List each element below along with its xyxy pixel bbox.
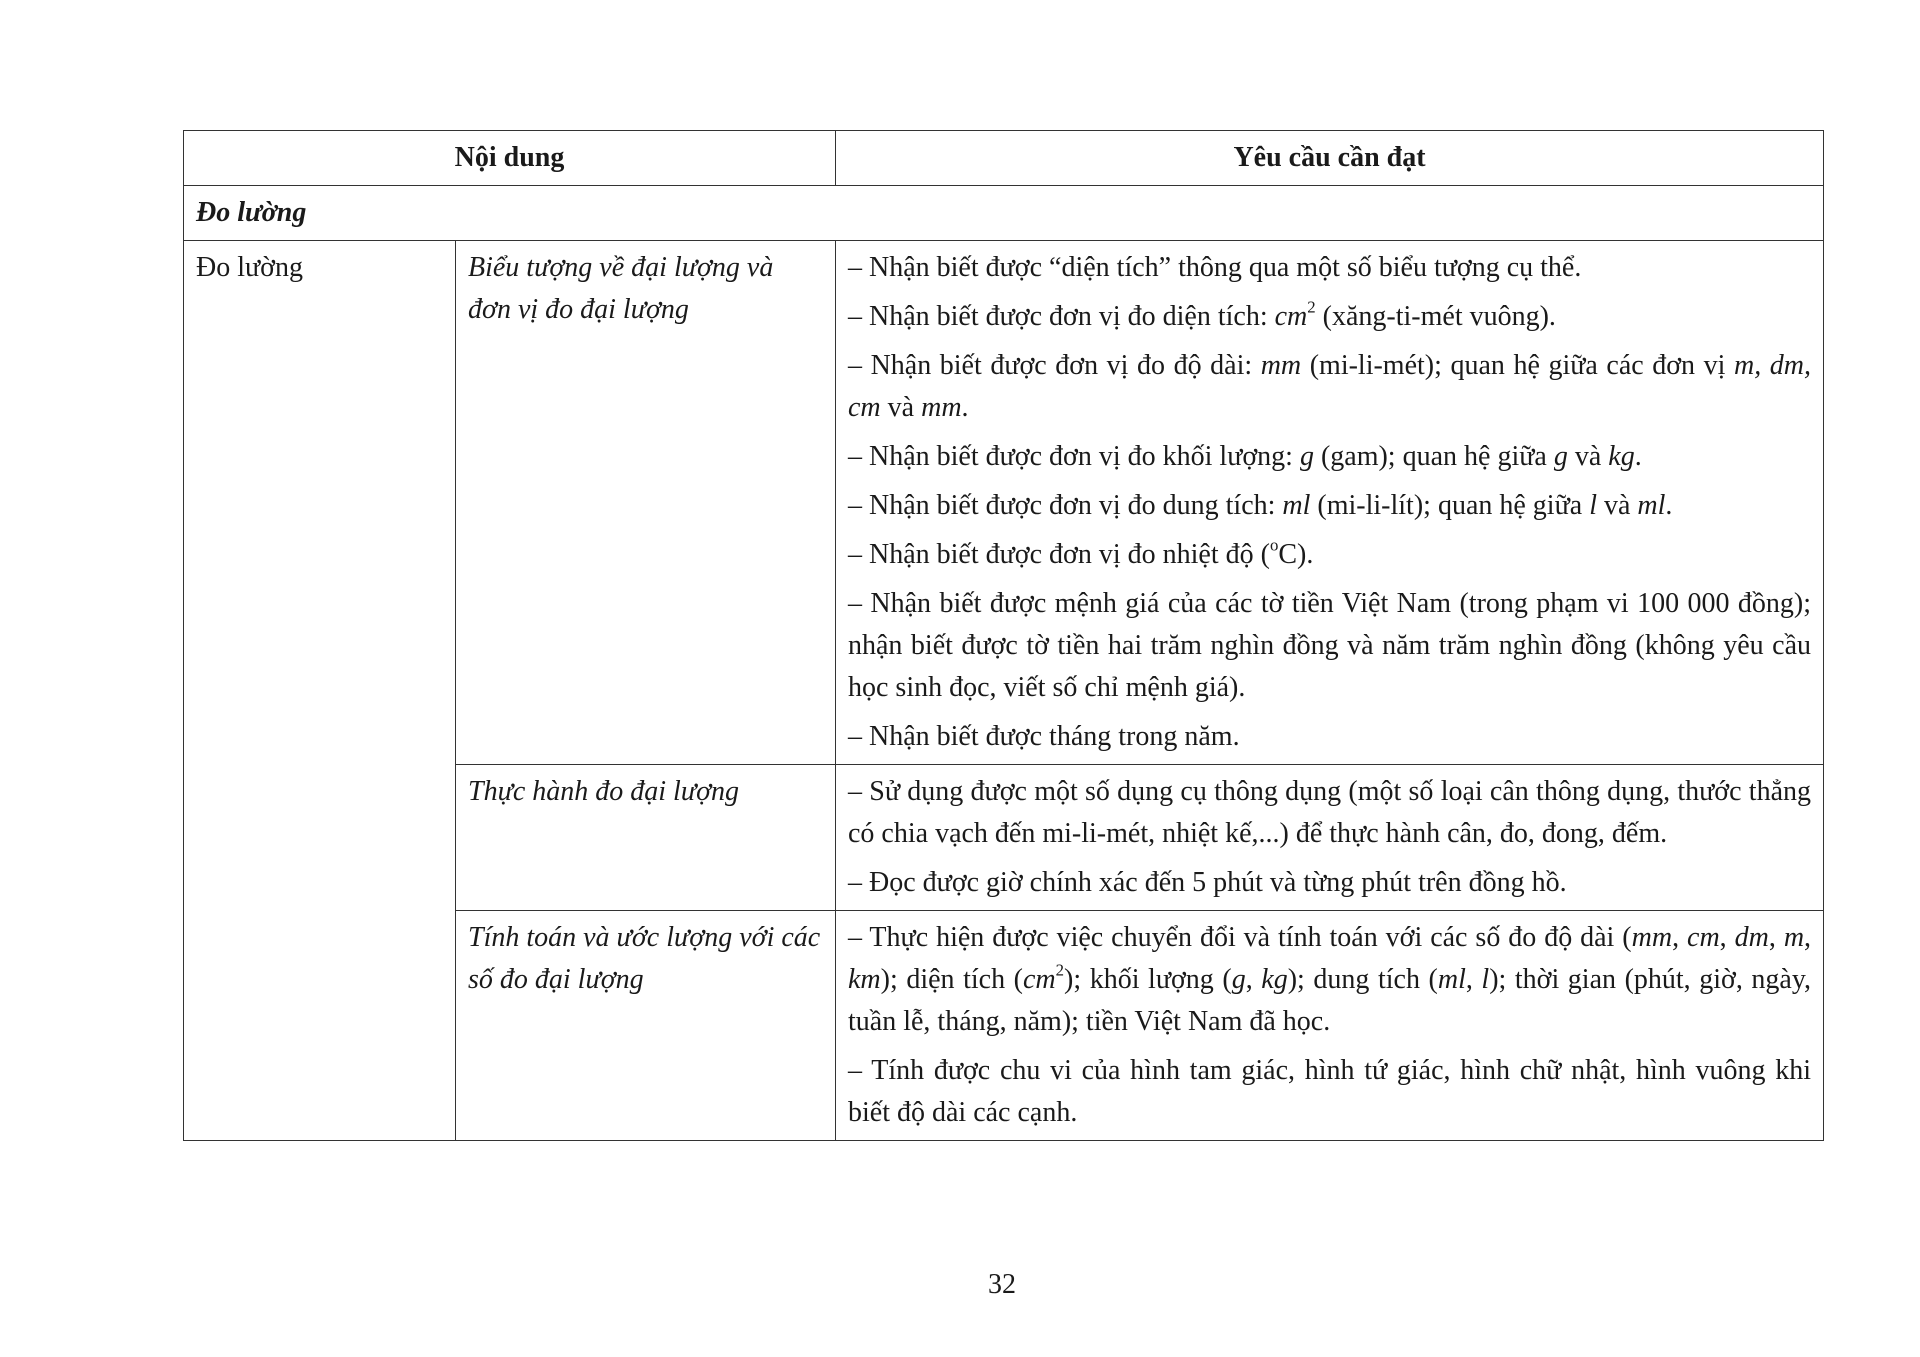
- requirement-item: – Tính được chu vi của hình tam giác, hình tứ giác, hình chữ nhật, hình vuông khi biết độ dài các cạnh.: [848, 1055, 1811, 1128]
- requirement-item: – Nhận biết được tháng trong năm.: [848, 721, 1240, 752]
- section-title: Đo lường: [184, 186, 1824, 241]
- curriculum-table: [183, 130, 1824, 1141]
- table-row: [184, 241, 1824, 765]
- table-header-row: [184, 131, 1824, 186]
- subtopic-cell: Tính toán và ước lượng với các số đo đại lượng: [456, 911, 836, 1141]
- requirement-item: – Nhận biết được đơn vị đo khối lượng: g (gam); quan hệ giữa g và kg.: [848, 441, 1642, 472]
- header-content: Nội dung: [184, 131, 836, 186]
- main-topic: Đo lường: [184, 241, 456, 1141]
- requirement-item: – Nhận biết được “diện tích” thông qua một số biểu tượng cụ thể.: [848, 252, 1582, 283]
- subtopic-cell: Thực hành đo đại lượng: [456, 765, 836, 911]
- requirement-item: – Nhận biết được đơn vị đo nhiệt độ ($^o$C).: [848, 535, 1314, 570]
- requirements-cell: [836, 911, 1824, 1141]
- requirement-item: – Nhận biết được đơn vị đo dung tích: ml (mi-li-lít); quan hệ giữa l và ml.: [848, 490, 1673, 521]
- page-number: 32: [988, 1269, 1016, 1300]
- requirements-cell: [836, 241, 1824, 765]
- requirements-cell: [836, 765, 1824, 911]
- subtopic-cell: Biểu tượng về đại lượng và đơn vị đo đại lượng: [456, 241, 836, 765]
- requirement-item: – Nhận biết được mệnh giá của các tờ tiền Việt Nam (trong phạm vi 100 000 đồng); nhận biết được tờ tiền hai trăm nghìn đồng và năm trăm nghìn đồng (không yêu cầu học sinh đọc, viết số chỉ mệnh giá).: [848, 588, 1811, 703]
- header-requirements: Yêu cầu cần đạt: [836, 131, 1824, 186]
- requirement-item: – Đọc được giờ chính xác đến 5 phút và từng phút trên đồng hồ.: [848, 867, 1567, 898]
- requirement-item: – Nhận biết được đơn vị đo diện tích: $cm^2$ (xăng-ti-mét vuông).: [848, 297, 1556, 332]
- requirement-item: – Thực hiện được việc chuyển đổi và tính toán với các số đo độ dài (mm, cm, dm, m, km); diện tích $(cm^2)$; khối lượng (g, kg); dung tích (ml, l); thời gian (phút, giờ, ngày, tuần lễ, tháng, năm); tiền Việt Nam đã học.: [848, 922, 1812, 1037]
- section-row: [184, 186, 1824, 241]
- requirement-item: – Nhận biết được đơn vị đo độ dài: mm (mi-li-mét); quan hệ giữa các đơn vị m, dm, cm và mm.: [848, 350, 1811, 423]
- requirement-item: – Sử dụng được một số dụng cụ thông dụng (một số loại cân thông dụng, thước thẳng có chia vạch đến mi-li-mét, nhiệt kế,...) để thực hành cân, đo, đong, đếm.: [848, 776, 1811, 849]
